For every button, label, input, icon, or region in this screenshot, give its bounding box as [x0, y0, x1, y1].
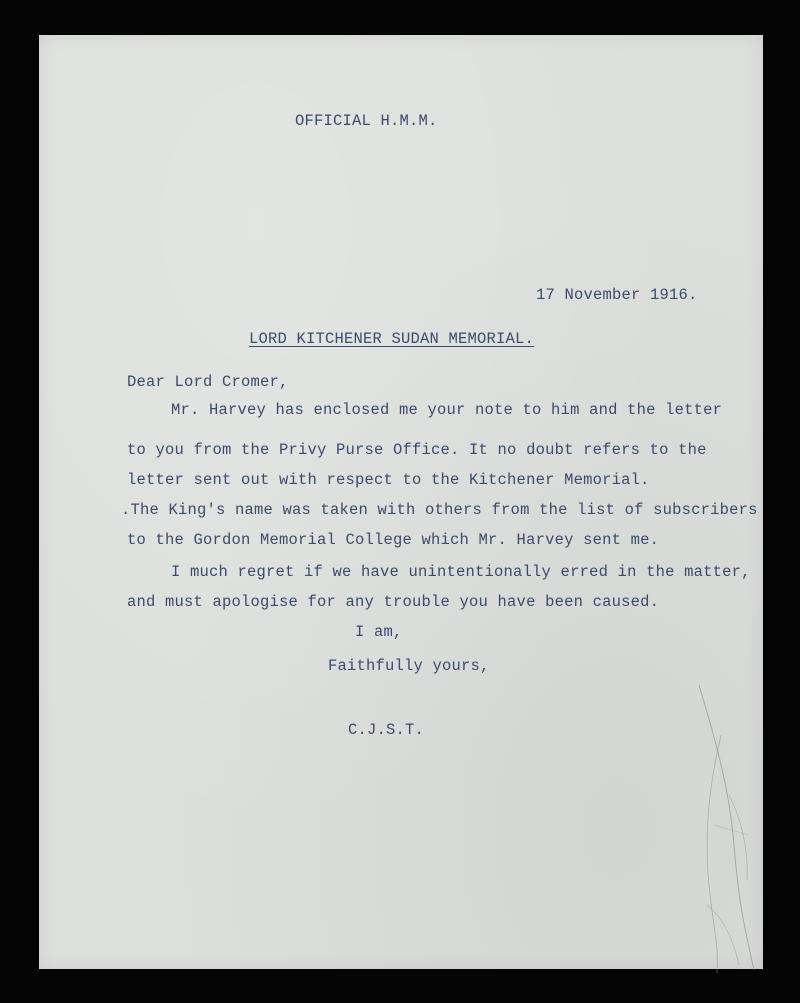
letter-salutation: Dear Lord Cromer,	[127, 373, 289, 391]
body-line: Mr. Harvey has enclosed me your note to him and the letter	[171, 401, 723, 419]
letter-date: 17 November 1916.	[536, 286, 698, 304]
letter-subject: LORD KITCHENER SUDAN MEMORIAL.	[249, 330, 535, 348]
letter-closing-line: Faithfully yours,	[328, 657, 490, 675]
letter-closing-line: I am,	[355, 623, 403, 641]
body-line: letter sent out with respect to the Kitchener Memorial.	[127, 471, 650, 489]
body-line: to the Gordon Memorial College which Mr. Harvey sent me.	[127, 531, 660, 549]
body-line: and must apologise for any trouble you have been caused.	[127, 593, 660, 611]
body-line: to you from the Privy Purse Office. It no doubt refers to the	[127, 441, 707, 459]
letter-header: OFFICIAL H.M.M.	[295, 112, 438, 130]
body-line: .The King's name was taken with others from the list of subscribers	[121, 501, 758, 519]
pencil-marks	[659, 675, 769, 975]
letter-sheet	[39, 35, 763, 969]
letter-signature-initials: C.J.S.T.	[348, 721, 425, 739]
body-line: I much regret if we have unintentionally erred in the matter,	[171, 563, 751, 581]
